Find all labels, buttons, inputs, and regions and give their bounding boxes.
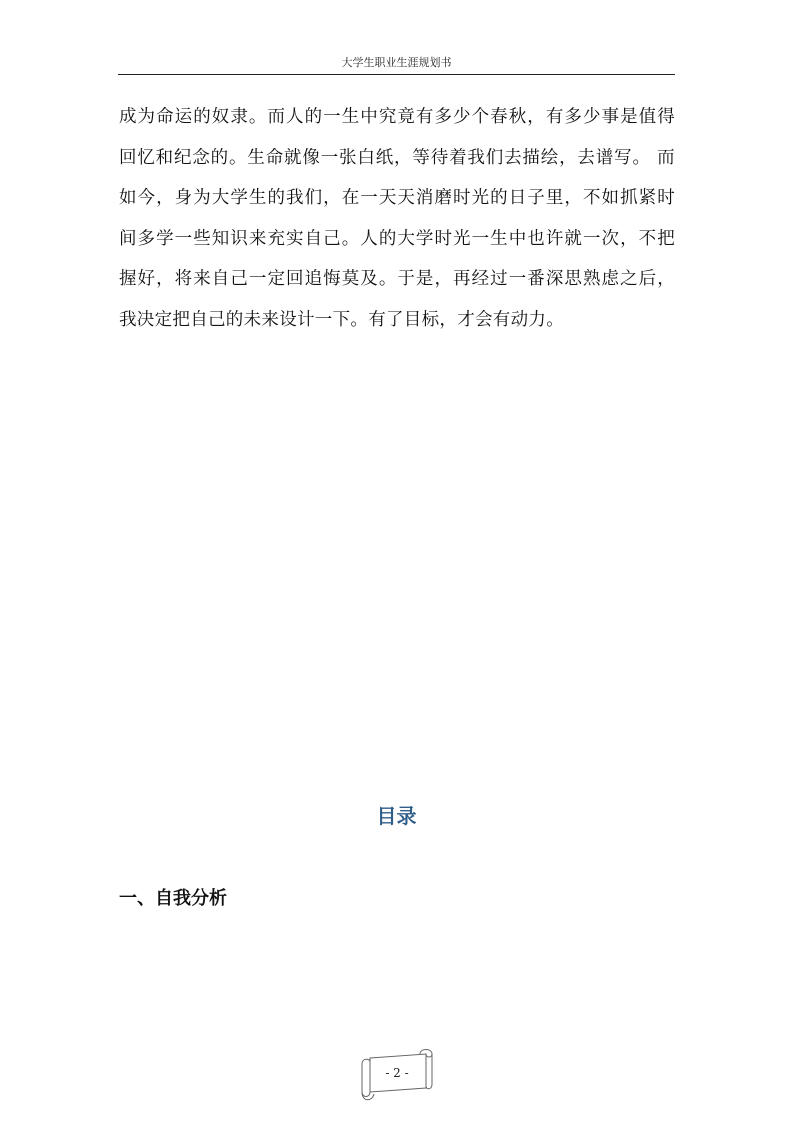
page-number: - 2 - — [385, 1066, 409, 1080]
header-title: 大学生职业生涯规划书 — [341, 56, 452, 69]
page-header — [118, 54, 675, 75]
paragraph-line: 握好，将来自己一定回追悔莫及。于是，再经过一番深思熟虑之后， — [119, 269, 675, 289]
section-heading-self-analysis: 一、自我分析 — [119, 888, 227, 909]
paragraph-line: 如今，身为大学生的我们，在一天天消磨时光的日子里，不如抓紧时 — [119, 188, 675, 208]
page-footer — [358, 1044, 436, 1104]
paragraph-line: 我决定把自己的未来设计一下。有了目标，才会有动力。 — [119, 309, 564, 330]
body-paragraph — [119, 97, 675, 340]
toc-title: 目录 — [376, 804, 417, 828]
paragraph-line: 间多学一些知识来充实自己。人的大学时光一生中也许就一次，不把 — [119, 228, 675, 249]
paragraph-line: 回忆和纪念的。生命就像一张白纸，等待着我们去描绘，去谱写。 而 — [119, 147, 675, 168]
paragraph-line: 成为命运的奴隶。而人的一生中究竟有多少个春秋，有多少事是值得 — [119, 107, 675, 127]
